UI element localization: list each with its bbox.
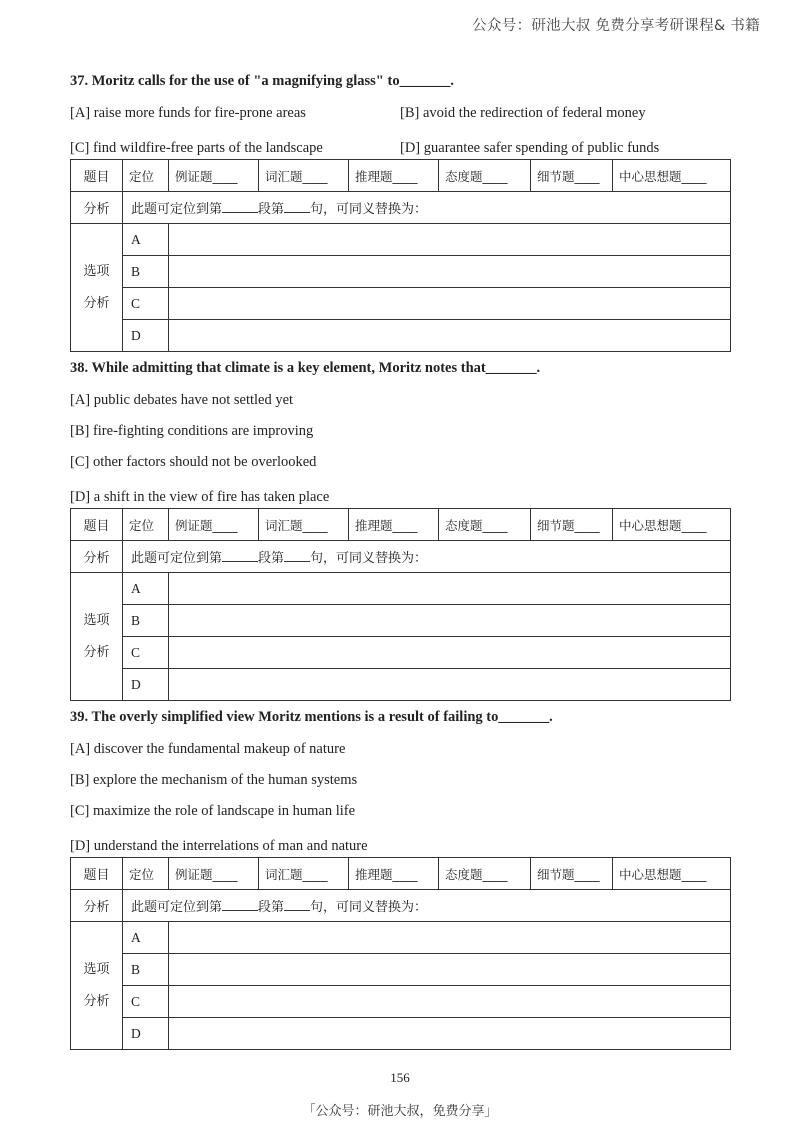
option-a-text: [A] discover the fundamental makeup of nature	[70, 741, 346, 757]
cat-attitude: 态度题____	[439, 858, 531, 890]
letter-b: B	[123, 256, 169, 288]
answer-cell-d[interactable]	[169, 320, 731, 352]
question-title: 38. While admitting that climate is a key element, Moritz notes that_______.	[70, 360, 541, 376]
label-timu: 题目	[71, 160, 123, 192]
cat-vocab: 词汇题____	[259, 509, 349, 541]
option-b-text: [B] explore the mechanism of the human systems	[70, 772, 358, 788]
label-fenxi: 分析	[71, 192, 123, 224]
letter-d: D	[123, 320, 169, 352]
answer-cell-a[interactable]	[169, 922, 731, 954]
label-fenxi-2: 分析	[83, 993, 110, 1009]
option-row	[70, 137, 730, 159]
cat-dingwei: 定位	[123, 509, 169, 541]
cat-main-idea: 中心思想题____	[613, 509, 731, 541]
label-timu: 题目	[71, 858, 123, 890]
blank-line	[222, 201, 258, 213]
answer-cell-d[interactable]	[169, 669, 731, 701]
label-option-analysis	[71, 922, 123, 1050]
option-d	[70, 486, 730, 508]
blank-line	[284, 550, 310, 562]
letter-b: B	[123, 605, 169, 637]
analysis-table	[70, 159, 731, 352]
cat-main-idea: 中心思想题____	[613, 160, 731, 192]
option-b-text: [B] fire-fighting conditions are improving	[70, 423, 314, 439]
instr-part-1: 此题可定位到第	[131, 551, 223, 566]
answer-cell-c[interactable]	[169, 986, 731, 1018]
option-c: [C] find wildfire-free parts of the landscape	[70, 140, 323, 156]
option-d: [D] guarantee safer spending of public funds	[400, 140, 660, 156]
letter-d: D	[123, 1018, 169, 1050]
label-fenxi: 分析	[71, 541, 123, 573]
instr-part-2: 段第	[258, 202, 285, 217]
blank-line	[222, 550, 258, 562]
page-header: 公众号：研池大叔 免费分享考研课程& 书籍	[472, 18, 760, 34]
option-a	[70, 734, 730, 765]
question-38	[70, 357, 730, 701]
option-b	[70, 416, 730, 447]
locate-instruction	[123, 890, 731, 922]
locate-instruction	[123, 192, 731, 224]
letter-c: C	[123, 986, 169, 1018]
label-timu: 题目	[71, 509, 123, 541]
option-a: [A] raise more funds for fire-prone areas	[70, 105, 306, 121]
label-fenxi: 分析	[71, 890, 123, 922]
cat-inference: 推理题____	[349, 509, 439, 541]
analysis-table	[70, 857, 731, 1050]
letter-c: C	[123, 288, 169, 320]
question-title: 37. Moritz calls for the use of "a magnifying glass" to_______.	[70, 73, 454, 89]
letter-a: A	[123, 573, 169, 605]
option-d	[70, 835, 730, 857]
label-xuanxiang: 选项	[83, 263, 110, 279]
locate-instruction	[123, 541, 731, 573]
cat-detail: 细节题____	[531, 160, 613, 192]
cat-dingwei: 定位	[123, 160, 169, 192]
cat-vocab: 词汇题____	[259, 160, 349, 192]
option-c-text: [C] other factors should not be overlooked	[70, 454, 317, 470]
blank-line	[284, 899, 310, 911]
cat-inference: 推理题____	[349, 160, 439, 192]
instr-part-3: 句，可同义替换为：	[310, 900, 428, 915]
instr-part-3: 句，可同义替换为：	[310, 551, 428, 566]
option-row	[70, 98, 730, 129]
letter-a: A	[123, 224, 169, 256]
letter-a: A	[123, 922, 169, 954]
option-d-text: [D] understand the interrelations of man and nature	[70, 838, 368, 854]
answer-cell-c[interactable]	[169, 637, 731, 669]
label-xuanxiang: 选项	[83, 961, 110, 977]
option-d-text: [D] a shift in the view of fire has taken place	[70, 489, 330, 505]
question-title: 39. The overly simplified view Moritz mentions is a result of failing to_______.	[70, 709, 553, 725]
option-c-text: [C] maximize the role of landscape in human life	[70, 803, 356, 819]
question-39	[70, 706, 730, 1050]
cat-vocab: 词汇题____	[259, 858, 349, 890]
answer-cell-a[interactable]	[169, 573, 731, 605]
cat-attitude: 态度题____	[439, 509, 531, 541]
cat-attitude: 态度题____	[439, 160, 531, 192]
label-xuanxiang: 选项	[83, 612, 110, 628]
answer-cell-b[interactable]	[169, 954, 731, 986]
label-fenxi-2: 分析	[83, 295, 110, 311]
letter-c: C	[123, 637, 169, 669]
answer-cell-d[interactable]	[169, 1018, 731, 1050]
cat-dingwei: 定位	[123, 858, 169, 890]
blank-line	[222, 899, 258, 911]
answer-cell-c[interactable]	[169, 288, 731, 320]
option-b: [B] avoid the redirection of federal money	[400, 105, 646, 121]
instr-part-2: 段第	[258, 900, 285, 915]
cat-detail: 细节题____	[531, 858, 613, 890]
option-a	[70, 385, 730, 416]
option-c	[70, 447, 730, 478]
letter-b: B	[123, 954, 169, 986]
instr-part-2: 段第	[258, 551, 285, 566]
option-b	[70, 765, 730, 796]
cat-example: 例证题____	[169, 160, 259, 192]
page-number: 156	[390, 1070, 410, 1085]
answer-cell-b[interactable]	[169, 605, 731, 637]
question-37	[70, 70, 730, 352]
answer-cell-b[interactable]	[169, 256, 731, 288]
instr-part-1: 此题可定位到第	[131, 900, 223, 915]
letter-d: D	[123, 669, 169, 701]
cat-example: 例证题____	[169, 509, 259, 541]
page-footer: 「公众号：研池大叔，免费分享」	[302, 1104, 498, 1119]
option-c	[70, 796, 730, 827]
blank-line	[284, 201, 310, 213]
label-fenxi-2: 分析	[83, 644, 110, 660]
label-option-analysis	[71, 573, 123, 701]
analysis-table	[70, 508, 731, 701]
instr-part-1: 此题可定位到第	[131, 202, 223, 217]
label-option-analysis	[71, 224, 123, 352]
cat-inference: 推理题____	[349, 858, 439, 890]
instr-part-3: 句，可同义替换为：	[310, 202, 428, 217]
option-a-text: [A] public debates have not settled yet	[70, 392, 294, 408]
cat-example: 例证题____	[169, 858, 259, 890]
cat-detail: 细节题____	[531, 509, 613, 541]
answer-cell-a[interactable]	[169, 224, 731, 256]
cat-main-idea: 中心思想题____	[613, 858, 731, 890]
